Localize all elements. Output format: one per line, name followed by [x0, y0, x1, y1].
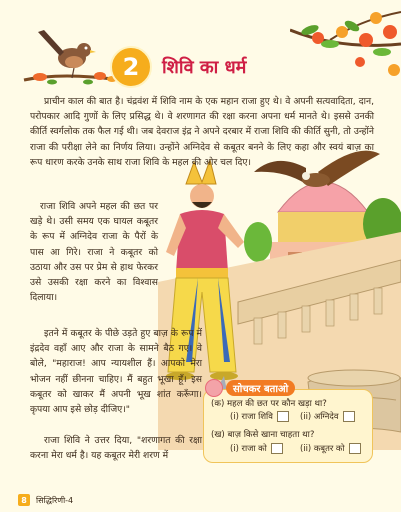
paragraph-1: प्राचीन काल की बात है। चंद्रवंश में शिवि नाम के एक महान राजा हुए थे। वे अपनी सत्यवादिता, दान, परोपकार आदि गुणों के लिए प्रसिद्ध थे। वे शरणागत की रक्षा करना अपना धर्म मानते थे। इससे उनकी कीर्ति स्वर्गलोक तक फैल गई थी। जब देवराज इंद्र ने अपने दरबार में राजा शिवि की कीर्ति सुनी, तो उन्होंने राजा की परीक्षा लेने का निर्णय लिया। उन्होंने अग्निदेव से कबूतर बनने के लिए कहा और स्वयं बाज़ का रूप धारण करके उनके साथ राजा शिवि के महल की ओर चल दिए।	[30, 96, 374, 168]
quiz-q1-option-1-label: (i) राजा शिवि	[230, 411, 273, 421]
bird-branch-illustration	[22, 22, 122, 92]
quiz-q2-option-2-label: (ii) कबूतर को	[300, 443, 345, 453]
quiz-q2-option-1	[230, 443, 283, 454]
thinking-girl-icon	[205, 379, 223, 397]
quiz-heading	[205, 379, 295, 397]
quiz-q1-option-2	[300, 411, 355, 422]
chapter-title: शिवि का धर्म	[162, 57, 247, 78]
flower-branch-illustration	[290, 0, 401, 88]
chapter-header	[110, 46, 246, 88]
quiz-q1-option-2-label: (ii) अग्निदेव	[300, 411, 339, 421]
quiz-q1-option-2-checkbox[interactable]	[343, 411, 355, 422]
book-name: सिद्धिरिणी-4	[36, 496, 74, 505]
paragraph-2: राजा शिवि अपने महल की छत पर खड़े थे। उसी समय एक घायल कबूतर के रूप में अग्निदेव राजा के पैरों के पास आ गिरे। राजा ने कबूतर को उठाया और उस पर प्रेम से हाथ फेरकर उसे उसकी रक्षा करने का विश्वास दिलाया।	[30, 201, 158, 304]
paragraph-3: इतने में कबूतर के पीछे उड़ते हुए बाज़ के रूप में इंद्रदेव वहाँ आए और राजा के सामने बैठ गए। वे बोले, "महाराज! आप न्यायशील हैं। आपको मेरा भोजन नहीं छीनना चाहिए। मैं बहुत भूखा हूँ। इस कबूतर को खाकर मैं अपनी भूख शांत करूँगा। कृपया आप इसे छोड़ दीजिए।"	[30, 328, 202, 416]
quiz-question-1: (क) महल की छत पर कौन खड़ा था?	[211, 399, 327, 409]
quiz-q2-option-2-checkbox[interactable]	[349, 443, 361, 454]
quiz-q1-option-1-checkbox[interactable]	[277, 411, 289, 422]
paragraph-4: राजा शिवि ने उत्तर दिया, "शरणागत की रक्षा करना मेरा धर्म है। यह कबूतर मेरी शरण में	[30, 435, 202, 462]
quiz-question-2: (ख) बाज़ किसे खाना चाहता था?	[211, 430, 315, 440]
quiz-heading-label: सोचकर बताओ	[226, 380, 295, 396]
quiz-q2-option-2	[300, 443, 361, 454]
quiz-q2-option-1-checkbox[interactable]	[271, 443, 283, 454]
chapter-number: 2	[110, 46, 152, 88]
quiz-q1-option-1	[230, 411, 289, 422]
quiz-q2-option-1-label: (i) राजा को	[230, 443, 267, 453]
page-number: 8	[18, 494, 30, 506]
